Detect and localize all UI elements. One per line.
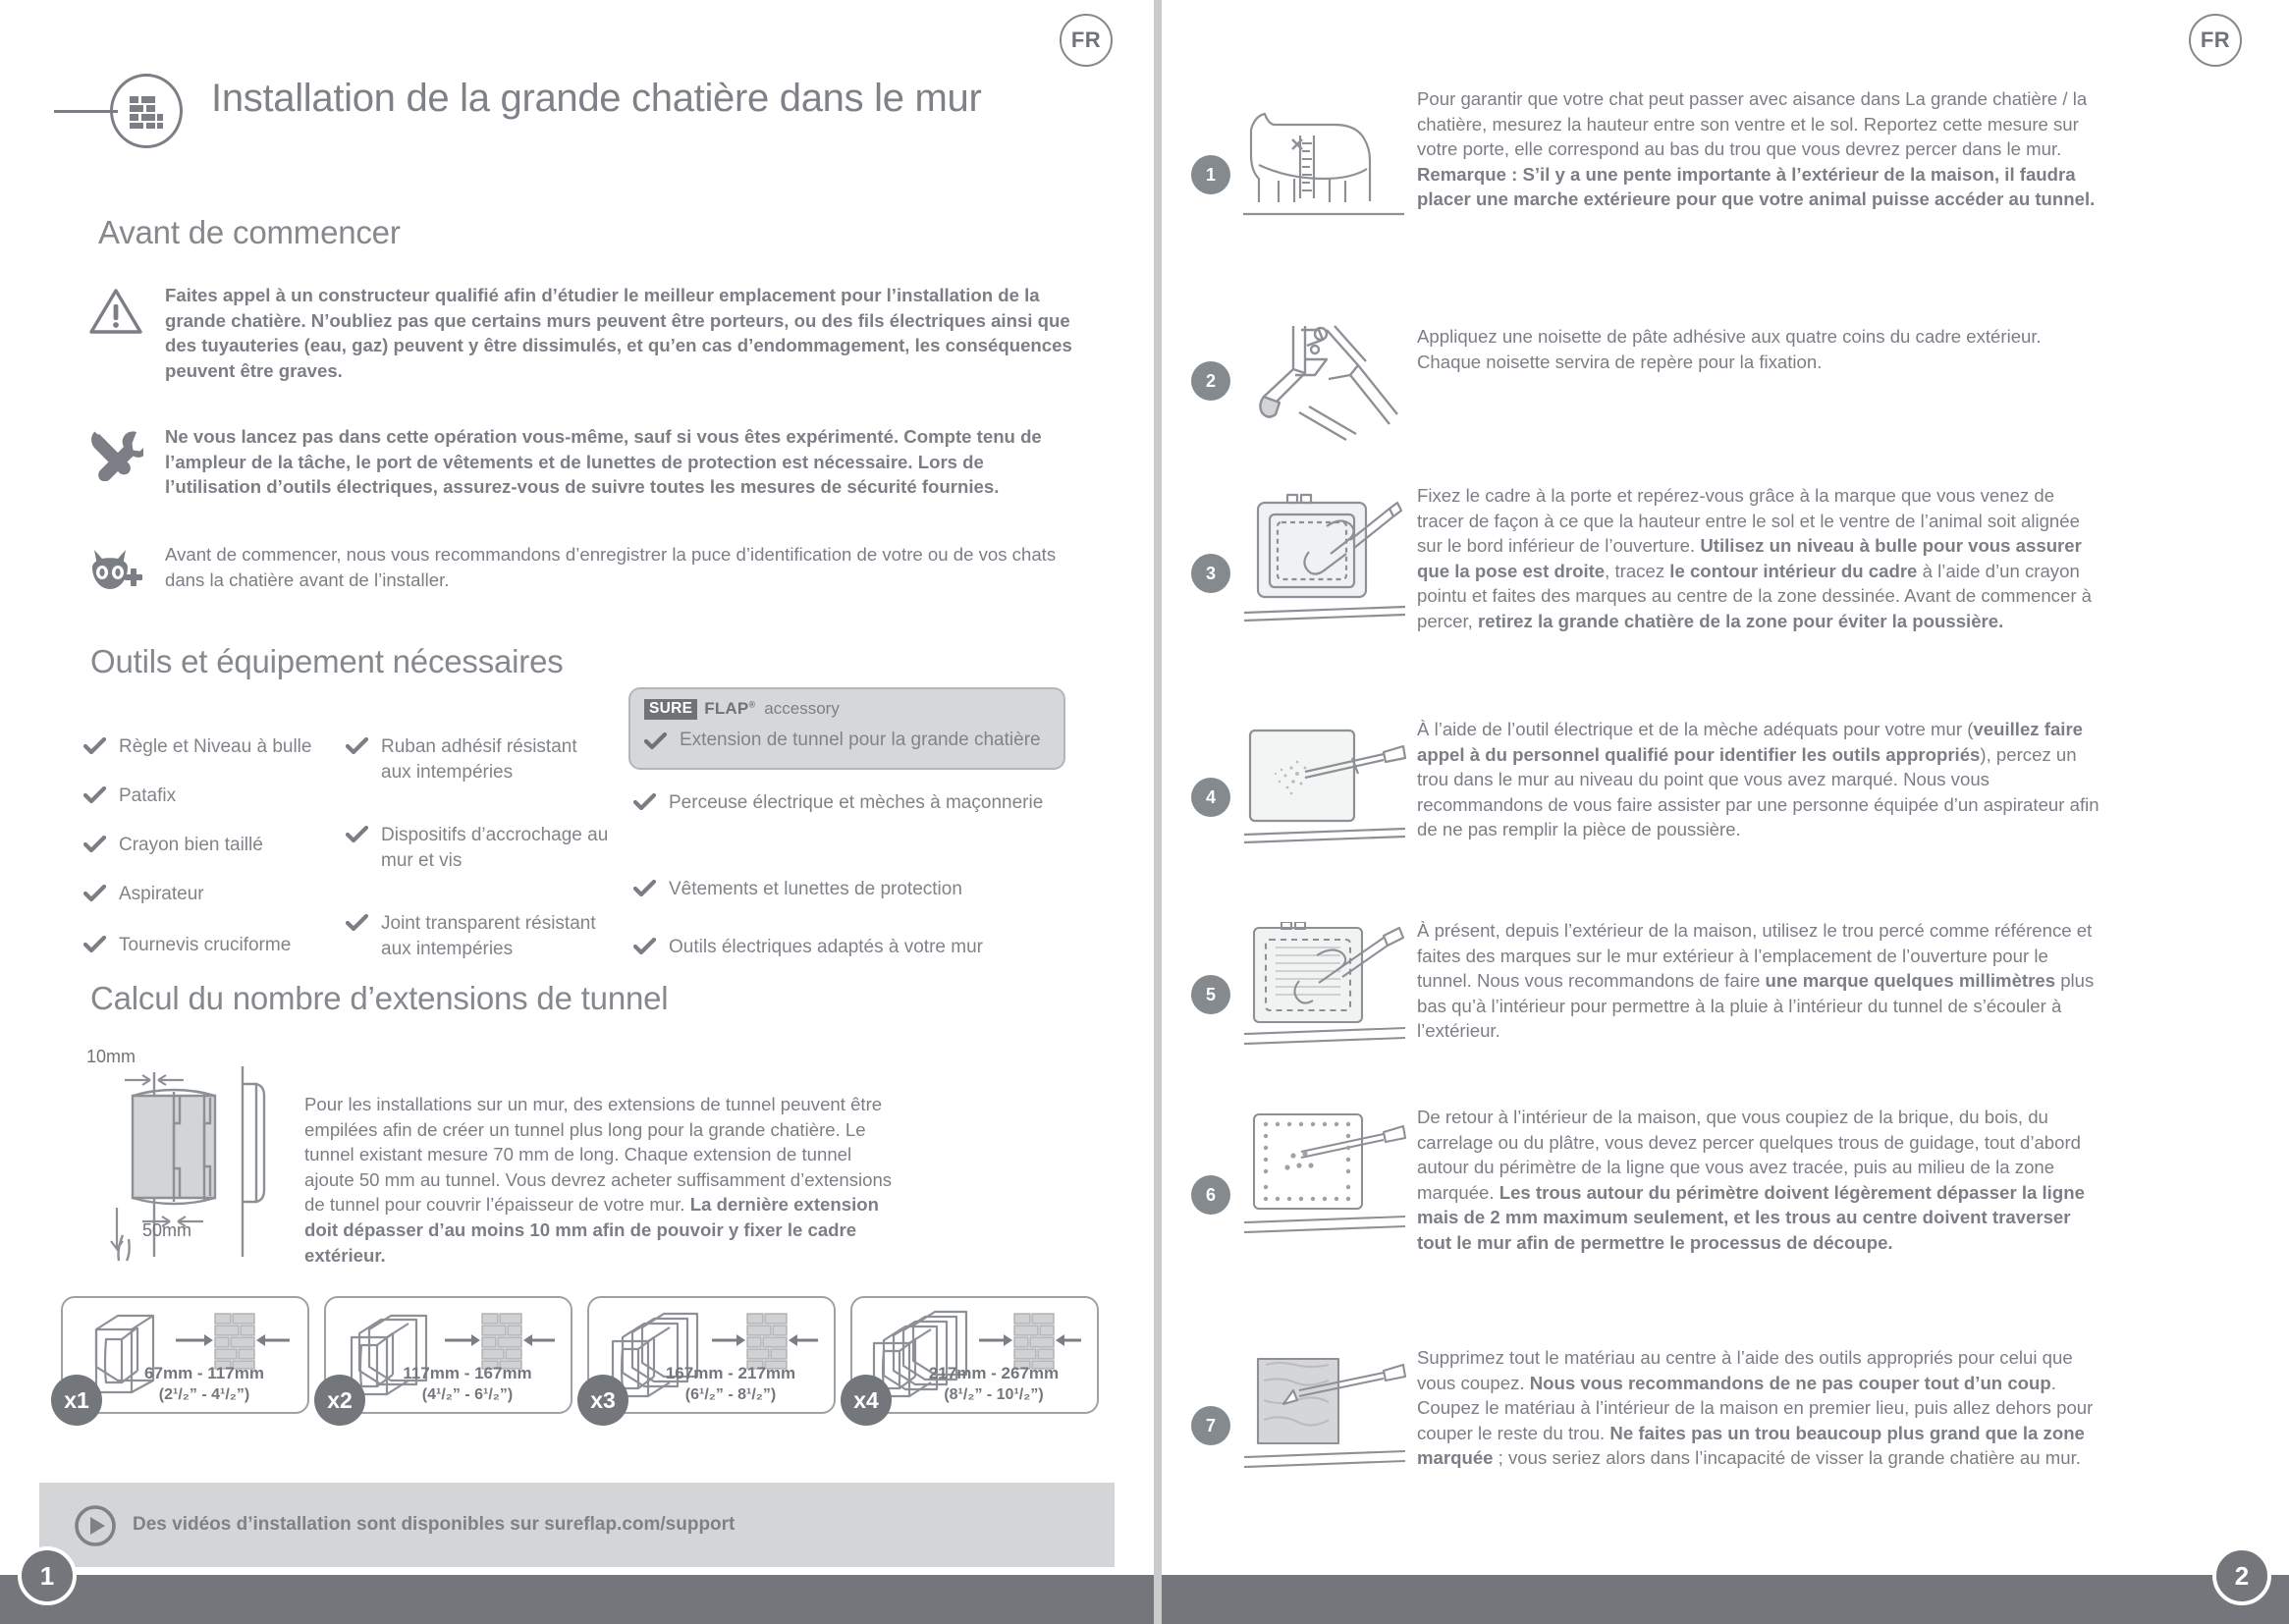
step-text-bold: Utilisez un niveau à bulle pour vous assurer que la pose est droite bbox=[1417, 535, 2082, 581]
section-heading-before-you-begin: Avant de commencer bbox=[98, 214, 401, 250]
section-heading-tools: Outils et équipement nécessaires bbox=[90, 643, 564, 679]
step-number-badge: 1 bbox=[1191, 155, 1230, 194]
page-number-right: 2 bbox=[2212, 1546, 2271, 1605]
range-mm: 167mm - 217mm bbox=[665, 1364, 796, 1382]
step-number-badge: 6 bbox=[1191, 1175, 1230, 1215]
step-text: Appliquez une noisette de pâte adhésive aux quatre coins du cadre extérieur. Chaque noisette servira de repère pour la fixation. bbox=[1417, 326, 2042, 372]
step-text-plain: Pour garantir que votre chat peut passer avec aisance dans La grande chatière / la chatière, mesurez la hauteur entre son ventre et le sol. Reportez cette mesure sur votre porte, elle correspond au bas du trou que vous devrez percer dans le mur. bbox=[1417, 88, 2088, 160]
accessory-item-row bbox=[644, 728, 1050, 753]
tool-item bbox=[83, 784, 358, 809]
tool-item bbox=[83, 933, 358, 958]
language-badge-fr-left: FR bbox=[1060, 14, 1113, 67]
step-text-bold: Remarque : S’il y a une pente importante à l’extérieur de la maison, il faudra placer une marche extérieure pour que votre animal puisse accéder au tunnel. bbox=[1417, 163, 2096, 210]
extension-range-label bbox=[111, 1363, 298, 1406]
check-icon bbox=[633, 793, 656, 812]
range-mm: 117mm - 167mm bbox=[403, 1364, 532, 1382]
tool-item bbox=[633, 935, 1046, 960]
footer-bar-right bbox=[1162, 1575, 2289, 1624]
extension-range-label bbox=[900, 1363, 1087, 1406]
check-icon bbox=[83, 836, 106, 854]
note-safety-tools bbox=[88, 424, 1080, 500]
check-icon bbox=[633, 880, 656, 898]
step-text bbox=[1417, 1345, 2104, 1479]
tool-item bbox=[346, 911, 611, 962]
check-icon bbox=[83, 885, 106, 903]
drill-wall-icon bbox=[1230, 725, 1417, 852]
extension-count-badge: x4 bbox=[841, 1375, 892, 1426]
brick-wall-icon bbox=[110, 74, 183, 148]
registered-trademark-icon: ® bbox=[748, 699, 756, 710]
step-text-plain-3: à l’aide d’un crayon pointu et faites des marques au centre de la zone dessinée. Avant de commencer à percer, bbox=[1417, 560, 2093, 631]
wall-thickness-indicator bbox=[975, 1310, 1085, 1371]
accessory-label: accessory bbox=[764, 699, 840, 719]
extension-count-badge: x3 bbox=[577, 1375, 628, 1426]
extension-card-x2 bbox=[324, 1296, 572, 1414]
check-icon bbox=[346, 826, 368, 844]
extension-count-badge: x2 bbox=[314, 1375, 365, 1426]
extension-card-x1 bbox=[61, 1296, 309, 1414]
extension-range-label bbox=[374, 1363, 561, 1406]
extension-card-x4 bbox=[850, 1296, 1099, 1414]
check-icon bbox=[644, 732, 667, 751]
play-circle-icon[interactable] bbox=[74, 1504, 117, 1547]
step-text-plain-2: . Coupez le matériau à l’intérieur de la maison en premier lieu, puis allez dehors pour couper le reste du trou. bbox=[1417, 1372, 2094, 1443]
step-text-plain-2: ), percez un trou dans le mur au niveau du point que vous avez marqué. Nous vous recommandons de vous faire assister par une personne équipée d’un aspirateur afin de ne pas remplir la pièce de poussière. bbox=[1417, 743, 2099, 840]
step-number-badge: 4 bbox=[1191, 778, 1230, 817]
step-text bbox=[1417, 918, 2104, 1056]
page-title: Installation de la grande chatière dans le mur bbox=[211, 77, 982, 120]
tool-label: Ruban adhésif résistant aux intempéries bbox=[381, 736, 577, 783]
tool-label: Dispositifs d’accrochage au mur et vis bbox=[381, 825, 609, 871]
step-text-bold: une marque quelques millimètres bbox=[1765, 970, 2056, 992]
tool-label: Règle et Niveau à bulle bbox=[119, 736, 312, 757]
range-mm: 67mm - 117mm bbox=[144, 1364, 264, 1382]
note-qualified-builder bbox=[88, 283, 1080, 383]
cat-register-icon bbox=[88, 542, 165, 597]
step-text-bold-2: Ne faites pas un trou beaucoup plus grand que la zone marquée bbox=[1417, 1422, 2085, 1469]
check-icon bbox=[633, 938, 656, 956]
step-number-badge: 3 bbox=[1191, 554, 1230, 593]
cat-measure-icon bbox=[1230, 96, 1417, 224]
range-mm: 217mm - 267mm bbox=[928, 1364, 1060, 1382]
tool-item bbox=[346, 823, 611, 874]
accessory-item-label: Extension de tunnel pour la grande chatière bbox=[680, 729, 1041, 750]
tool-label: Outils électriques adaptés à votre mur bbox=[669, 937, 983, 957]
accessory-brand-row bbox=[644, 699, 1050, 720]
tool-item bbox=[83, 833, 358, 858]
tool-label: Crayon bien taillé bbox=[119, 835, 263, 855]
step-text-plain-3: ; vous seriez alors dans l’incapacité de visser la grande chatière au mur. bbox=[1493, 1447, 2081, 1469]
step-text-plain: De retour à l’intérieur de la maison, que vous coupiez de la brique, du bois, du carrelage ou du plâtre, vous devez percer quelques trous de guidage, tout d’abord autour du périmètre de la ligne que vous avez tracée, puis au milieu de la zone marquée. bbox=[1417, 1107, 2082, 1203]
range-inch: (6¹/₂” - 8¹/₂”) bbox=[684, 1386, 777, 1403]
tool-item bbox=[83, 882, 358, 907]
extension-range-label bbox=[637, 1363, 824, 1406]
dimension-label-bottom: 50mm bbox=[142, 1220, 192, 1240]
check-icon bbox=[83, 786, 106, 805]
video-support-text: Des vidéos d’installation sont disponibles sur sureflap.com/support bbox=[133, 1514, 736, 1535]
check-icon bbox=[346, 914, 368, 933]
step-6 bbox=[1191, 1105, 2104, 1256]
calc-text-bold: La dernière extension doit dépasser d’au moins 10 mm afin de pouvoir y fixer le cadre extérieur. bbox=[304, 1194, 879, 1266]
step-4 bbox=[1191, 717, 2104, 852]
step-text-plain: À l’aide de l’outil électrique et de la mèche adéquats pour votre mur ( bbox=[1417, 719, 1974, 739]
range-inch: (4¹/₂” - 6¹/₂”) bbox=[421, 1386, 514, 1403]
page-number-left: 1 bbox=[18, 1546, 77, 1605]
note-text: Ne vous lancez pas dans cette opération vous-même, sauf si vous êtes expérimenté. Compte tenu de l’ampleur de la tâche, le port de vêtements et de lunettes de protection est nécessaire. Lors de l’utilisation d’outils électriques, assurez-vous de suivre toutes les mesures de sécurité fournies. bbox=[165, 426, 1042, 498]
step-2 bbox=[1191, 324, 2104, 442]
range-inch: (8¹/₂” - 10¹/₂”) bbox=[944, 1386, 1044, 1403]
range-inch: (2¹/₂” - 4¹/₂”) bbox=[158, 1386, 250, 1403]
step-text-plain: À présent, depuis l’extérieur de la maison, utilisez le trou percé comme référence et faites des marques sur le mur extérieur à l’emplacement de l’ouverture pour le tunnel. Nous vous recommandons de faire bbox=[1417, 920, 2093, 992]
adhesive-corner-icon bbox=[1230, 324, 1417, 442]
dimension-label-top: 10mm bbox=[86, 1047, 136, 1066]
step-text-bold: Les trous autour du périmètre doivent légèrement dépasser la ligne mais de 2 mm maximum seulement, et les trous au centre doivent traverser tout le mur afin de permettre le processus de découpe. bbox=[1417, 1181, 2085, 1253]
note-text: Avant de commencer, nous vous recommandons d’enregistrer la puce d’identification de votre ou de vos chats dans la chatière avant de l’installer. bbox=[165, 544, 1057, 590]
tool-item bbox=[346, 734, 611, 785]
header-rule bbox=[54, 110, 118, 113]
check-icon bbox=[346, 737, 368, 756]
step-text-plain-2: , tracez bbox=[1605, 560, 1670, 581]
step-number-badge: 7 bbox=[1191, 1406, 1230, 1445]
remove-material-icon bbox=[1230, 1351, 1417, 1479]
tunnel-calc-paragraph bbox=[304, 1092, 899, 1268]
tool-label: Vêtements et lunettes de protection bbox=[669, 879, 962, 899]
tool-item bbox=[633, 790, 1046, 816]
exterior-marking-icon bbox=[1230, 922, 1417, 1056]
note-text: Faites appel à un constructeur qualifié afin d’étudier le meilleur emplacement pour l’installation de la grande chatière. N’oubliez pas que certains murs peuvent être porteurs, ou des fils électriques ainsi que des tuyauteries (eau, gaz) peuvent y être dissimulés, et qu’en cas d’endommagement, les conséquences peuvent être graves. bbox=[165, 285, 1072, 381]
step-text-bold: Nous vous recommandons de ne pas couper tout d’un coup bbox=[1529, 1372, 2051, 1393]
pilot-holes-icon bbox=[1230, 1109, 1417, 1256]
step-text-bold: veuillez faire appel à du personnel qualifié pour identifier les outils appropriés bbox=[1417, 719, 2084, 765]
step-text-plain: Supprimez tout le matériau au centre à l’aide des outils appropriés pour celui que vous coupez. bbox=[1417, 1347, 2073, 1393]
sureflap-logo-sure: SURE bbox=[644, 699, 697, 720]
footer-bar-left bbox=[0, 1575, 1154, 1624]
wall-thickness-indicator bbox=[706, 1310, 822, 1371]
tool-label: Tournevis cruciforme bbox=[119, 935, 292, 955]
page-header bbox=[0, 77, 1154, 145]
step-text bbox=[1417, 86, 2104, 224]
wall-thickness-indicator bbox=[439, 1310, 559, 1371]
language-badge-fr-right: FR bbox=[2189, 14, 2242, 67]
calc-text-plain: Pour les installations sur un mur, des extensions de tunnel peuvent être empilées afin de créer un tunnel plus long pour la grande chatière. Le tunnel existant mesure 70 mm de long. Chaque extension de tunnel ajoute 50 mm au tunnel. Vous devrez acheter suffisamment d’extensions de tunnel pour couvrir l’épaisseur de votre mur. bbox=[304, 1094, 893, 1216]
tools-icon bbox=[88, 424, 165, 500]
tool-item bbox=[83, 734, 358, 760]
step-3 bbox=[1191, 483, 2104, 634]
section-heading-tunnel-calc: Calcul du nombre d’extensions de tunnel bbox=[90, 980, 669, 1016]
note-register-microchip bbox=[88, 542, 1080, 597]
extension-card-x3 bbox=[587, 1296, 836, 1414]
extension-count-badge: x1 bbox=[51, 1375, 102, 1426]
right-page bbox=[1162, 0, 2289, 1624]
sureflap-logo-flap: FLAP® bbox=[704, 699, 756, 719]
frame-marking-icon bbox=[1230, 491, 1417, 634]
check-icon bbox=[83, 936, 106, 954]
tool-label: Aspirateur bbox=[119, 884, 204, 904]
tool-label: Perceuse électrique et mèches à maçonnerie bbox=[669, 792, 1044, 813]
step-7 bbox=[1191, 1345, 2104, 1479]
page-gutter bbox=[1154, 0, 1162, 1624]
wall-thickness-indicator bbox=[170, 1310, 296, 1371]
step-text bbox=[1417, 483, 2104, 634]
warning-triangle-icon bbox=[88, 283, 165, 383]
step-1 bbox=[1191, 86, 2104, 224]
video-support-bar[interactable] bbox=[39, 1483, 1115, 1567]
step-text-bold-2: le contour intérieur du cadre bbox=[1669, 560, 1918, 581]
step-text-plain: Fixez le cadre à la porte et repérez-vous grâce à la marque que vous venez de tracer de façon à ce que la hauteur entre le sol et le ventre de l’animal soit alignée sur le bord inférieur de l’ouverture. bbox=[1417, 485, 2080, 557]
step-text-plain-2: plus bas qu’à l’intérieur pour permettre à la pluie à l’intérieur du tunnel de s’écouler à l’extérieur. bbox=[1417, 970, 2095, 1042]
check-icon bbox=[83, 737, 106, 756]
step-number-badge: 5 bbox=[1191, 975, 1230, 1014]
step-number-badge: 2 bbox=[1191, 361, 1230, 401]
step-text bbox=[1417, 1105, 2104, 1256]
tool-item bbox=[633, 877, 1046, 902]
step-5 bbox=[1191, 918, 2104, 1056]
step-text bbox=[1417, 717, 2104, 852]
step-text-bold-3: retirez la grande chatière de la zone pour éviter la poussière. bbox=[1478, 610, 2004, 631]
tool-label: Patafix bbox=[119, 785, 177, 806]
accessory-callout-box bbox=[628, 687, 1065, 770]
tool-label: Joint transparent résistant aux intempéries bbox=[381, 913, 596, 959]
